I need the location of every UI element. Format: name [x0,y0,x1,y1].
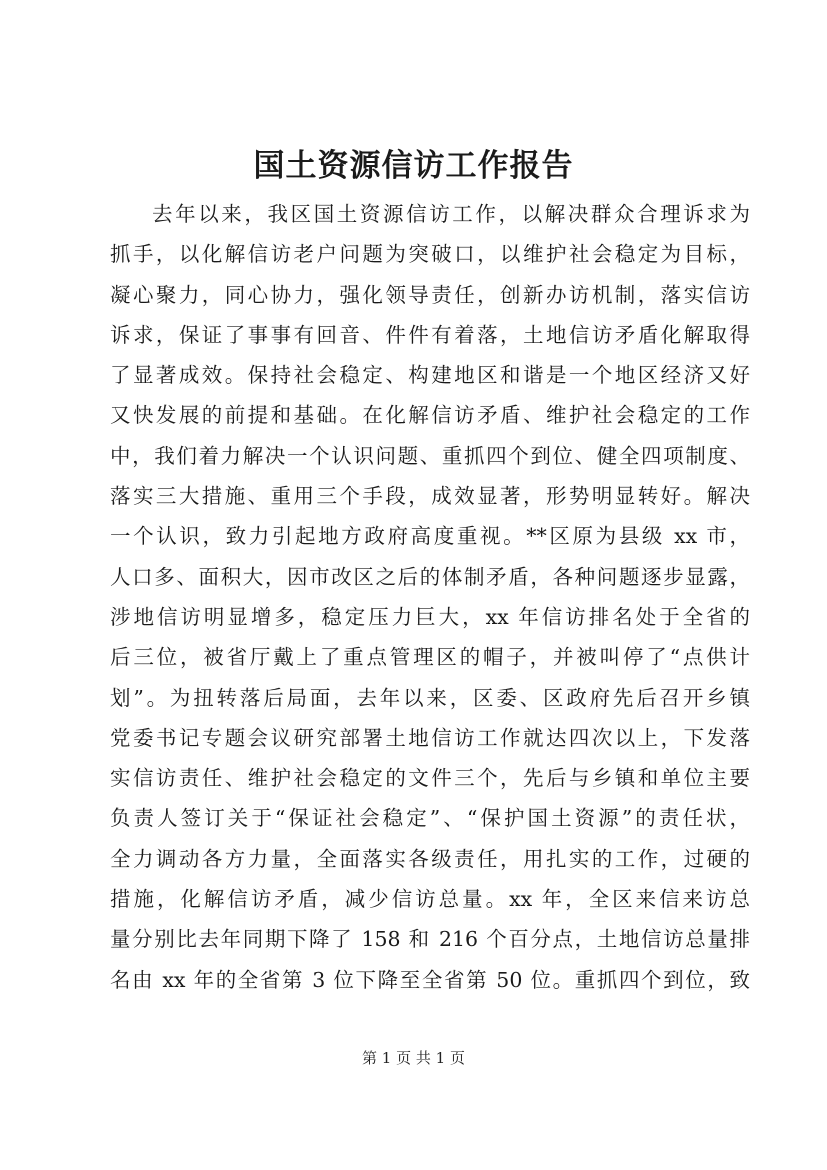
body-line: 负责人签订关于“保证社会稳定”、“保护国土资源”的责任状， [110,806,750,831]
body-line: 全力调动各方力量，全面落实各级责任，用扎实的工作，过硬的 [110,846,750,871]
body-line: 抓手，以化解信访老户问题为突破口，以维护社会稳定为目标， [110,242,750,267]
body-line: 后三位，被省厅戴上了重点管理区的帽子，并被叫停了“点供计 [110,645,750,670]
body-line: 涉地信访明显增多，稳定压力巨大，xx 年信访排名处于全省的 [110,604,750,629]
body-line: 实信访责任、维护社会稳定的文件三个，先后与乡镇和单位主要 [110,766,750,791]
body-line: 党委书记专题会议研究部署土地信访工作就达四次以上，下发落 [110,725,750,750]
body-line: 量分别比去年同期下降了 158 和 216 个百分点，土地信访总量排 [110,927,750,952]
body-line: 又快发展的前提和基础。在化解信访矛盾、维护社会稳定的工作 [110,403,750,428]
body-line: 凝心聚力，同心协力，强化领导责任，创新办访机制，落实信访 [110,282,750,307]
body-line: 落实三大措施、重用三个手段，成效显著，形势明显转好。解决 [110,484,750,509]
body-line: 名由 xx 年的全省第 3 位下降至全省第 50 位。重抓四个到位，致 [110,967,750,992]
document-title: 国土资源信访工作报告 [253,148,574,184]
page-footer: 第 1 页 共 1 页 [362,1049,465,1067]
body-line: 人口多、面积大，因市改区之后的体制矛盾，各种问题逐步显露， [110,564,750,589]
document-body [110,194,750,1000]
body-line: 措施，化解信访矛盾，减少信访总量。xx 年，全区来信来访总 [110,887,750,912]
body-line: 了显著成效。保持社会稳定、构建地区和谐是一个地区经济又好 [110,363,750,388]
body-line: 去年以来，我区国土资源信访工作，以解决群众合理诉求为 [152,202,750,226]
body-line: 划”。为扭转落后局面，去年以来，区委、区政府先后召开乡镇 [110,685,750,710]
body-line: 中，我们着力解决一个认识问题、重抓四个到位、健全四项制度、 [110,443,750,468]
body-line: 诉求，保证了事事有回音、件件有着落，土地信访矛盾化解取得 [110,322,750,347]
body-line: 一个认识，致力引起地方政府高度重视。**区原为县级 xx 市， [110,524,750,549]
